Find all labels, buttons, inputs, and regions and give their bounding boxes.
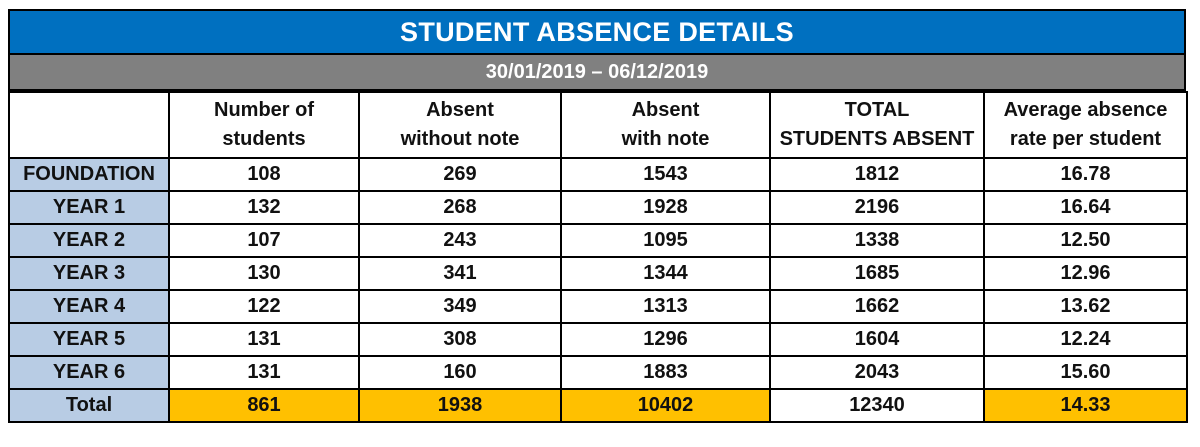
table-cell: 243 (359, 224, 561, 257)
table-cell: 16.64 (984, 191, 1187, 224)
table-cell: 12.96 (984, 257, 1187, 290)
table-cell: 1313 (561, 290, 770, 323)
total-cell: 12340 (770, 389, 984, 422)
table-cell: 308 (359, 323, 561, 356)
table-cell: 1812 (770, 158, 984, 191)
header-line: TOTAL (844, 99, 910, 121)
row-label: YEAR 5 (9, 323, 169, 356)
header-line: Absent (426, 99, 494, 121)
table-cell: 1604 (770, 323, 984, 356)
total-label: Total (9, 389, 169, 422)
table-cell: 108 (169, 158, 359, 191)
table-cell: 1543 (561, 158, 770, 191)
table-row (9, 290, 1187, 323)
table-cell: 268 (359, 191, 561, 224)
header-line: Absent (631, 99, 700, 121)
row-label: YEAR 1 (9, 191, 169, 224)
table-row (9, 323, 1187, 356)
table-row (9, 191, 1187, 224)
table-row (9, 158, 1187, 191)
table-cell: 2043 (770, 356, 984, 389)
table-cell: 1883 (561, 356, 770, 389)
table-cell: 1095 (561, 224, 770, 257)
row-label: YEAR 2 (9, 224, 169, 257)
total-cell: 1938 (359, 389, 561, 422)
header-corner (9, 92, 169, 158)
total-row (9, 389, 1187, 422)
header-absent-without-note (359, 92, 561, 158)
table-cell: 16.78 (984, 158, 1187, 191)
header-line: students (222, 128, 306, 150)
table-cell: 341 (359, 257, 561, 290)
absence-report (8, 9, 1186, 423)
header-row (9, 92, 1187, 158)
table-cell: 269 (359, 158, 561, 191)
table-cell: 1662 (770, 290, 984, 323)
header-number-of-students (169, 92, 359, 158)
table-cell: 107 (169, 224, 359, 257)
table-cell: 1296 (561, 323, 770, 356)
table-cell: 1928 (561, 191, 770, 224)
date-range: 30/01/2019 – 06/12/2019 (8, 55, 1186, 91)
header-line: rate per student (1009, 128, 1162, 150)
row-label: YEAR 4 (9, 290, 169, 323)
row-label: YEAR 6 (9, 356, 169, 389)
header-average-absence-rate (984, 92, 1187, 158)
header-line: without note (400, 128, 520, 150)
table-cell: 12.24 (984, 323, 1187, 356)
table-cell: 160 (359, 356, 561, 389)
total-cell: 14.33 (984, 389, 1187, 422)
table-cell: 130 (169, 257, 359, 290)
table-cell: 15.60 (984, 356, 1187, 389)
table-row (9, 224, 1187, 257)
table-cell: 132 (169, 191, 359, 224)
total-cell: 861 (169, 389, 359, 422)
row-label: FOUNDATION (9, 158, 169, 191)
table-row (9, 356, 1187, 389)
header-absent-with-note (561, 92, 770, 158)
header-total-students-absent (770, 92, 984, 158)
header-line: STUDENTS ABSENT (779, 128, 975, 150)
table-cell: 13.62 (984, 290, 1187, 323)
header-line: Number of (214, 99, 314, 121)
header-line: with note (621, 128, 710, 150)
table-cell: 131 (169, 356, 359, 389)
table-cell: 131 (169, 323, 359, 356)
report-title: STUDENT ABSENCE DETAILS (8, 9, 1186, 55)
table-cell: 12.50 (984, 224, 1187, 257)
table-cell: 2196 (770, 191, 984, 224)
total-cell: 10402 (561, 389, 770, 422)
row-label: YEAR 3 (9, 257, 169, 290)
table-cell: 122 (169, 290, 359, 323)
table-row (9, 257, 1187, 290)
table-cell: 1338 (770, 224, 984, 257)
table-cell: 1685 (770, 257, 984, 290)
absence-table (8, 91, 1188, 423)
table-cell: 349 (359, 290, 561, 323)
table-cell: 1344 (561, 257, 770, 290)
header-line: Average absence (1003, 99, 1168, 121)
